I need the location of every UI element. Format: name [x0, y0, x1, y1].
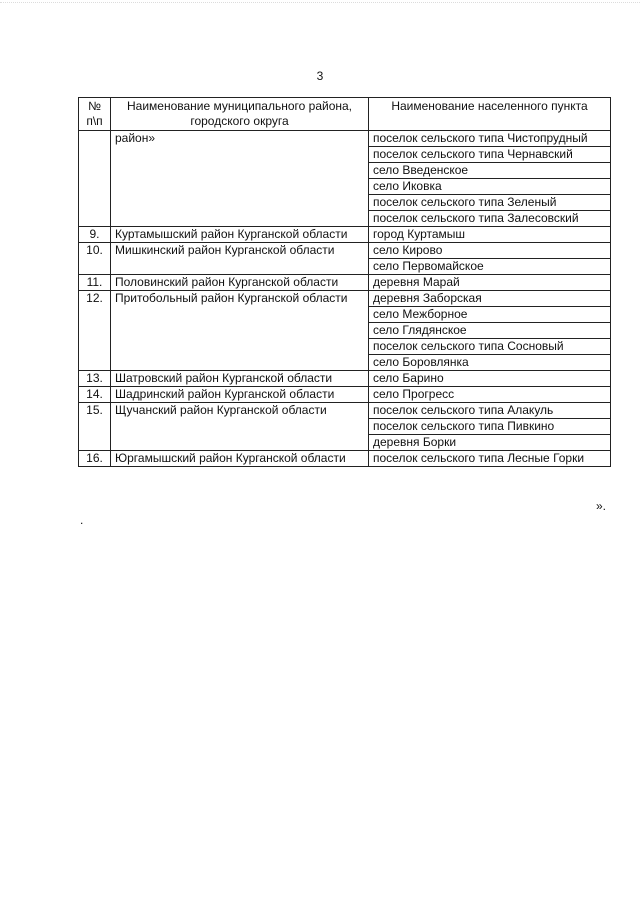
- row-number: 9.: [79, 227, 111, 243]
- settlements-cell: [369, 243, 611, 275]
- settlement-item: село Кирово: [369, 243, 610, 259]
- district-name: Мишкинский район Курганской области: [111, 243, 369, 275]
- table-row: [79, 275, 611, 291]
- table-row: [79, 387, 611, 403]
- district-name: Притобольный район Курганской области: [111, 291, 369, 371]
- row-number: 11.: [79, 275, 111, 291]
- settlement-item: поселок сельского типа Зеленый: [369, 195, 610, 211]
- table-row: [79, 451, 611, 467]
- table-header-row: [79, 98, 611, 131]
- settlement-item: поселок сельского типа Чистопрудный: [369, 131, 610, 147]
- settlement-item: деревня Борки: [373, 435, 457, 449]
- settlements-table: [78, 97, 611, 467]
- stray-dot: .: [80, 513, 84, 527]
- settlements-cell: [369, 371, 611, 387]
- row-number: 16.: [79, 451, 111, 467]
- settlements-cell: [369, 387, 611, 403]
- header-district: Наименование муниципального района, городского округа: [111, 98, 369, 131]
- settlement-item: село Введенское: [369, 163, 610, 179]
- district-name: Юргамышский район Курганской области: [111, 451, 369, 467]
- settlement-item: поселок сельского типа Лесные Горки: [373, 451, 585, 465]
- settlement-item: деревня Марай: [373, 275, 460, 289]
- settlements-cell: [369, 131, 611, 227]
- district-name: Половинский район Курганской области: [111, 275, 369, 291]
- header-settlement: Наименование населенного пункта: [369, 98, 611, 131]
- table-row: [79, 131, 611, 227]
- table-body: [79, 131, 611, 467]
- settlements-cell: [369, 275, 611, 291]
- district-name: Шатровский район Курганской области: [111, 371, 369, 387]
- row-number: 13.: [79, 371, 111, 387]
- settlement-item: поселок сельского типа Алакуль: [369, 403, 610, 419]
- header-number: № п\п: [79, 98, 111, 131]
- table-row: [79, 227, 611, 243]
- settlements-cell: [369, 291, 611, 371]
- district-name: Щучанский район Курганской области: [111, 403, 369, 451]
- settlement-item: город Куртамыш: [373, 227, 466, 241]
- row-number: 12.: [79, 291, 111, 371]
- settlements-cell: [369, 451, 611, 467]
- settlement-item: село Межборное: [369, 307, 610, 323]
- settlement-item: поселок сельского типа Чернавский: [369, 147, 610, 163]
- district-name: район»: [111, 131, 369, 227]
- settlement-item: село Барино: [373, 371, 444, 385]
- settlement-item: село Глядянское: [369, 323, 610, 339]
- district-name: Шадринский район Курганской области: [111, 387, 369, 403]
- page-number: 3: [316, 69, 324, 83]
- row-number: 15.: [79, 403, 111, 451]
- scan-top-edge-noise: [0, 2, 640, 9]
- settlements-cell: [369, 227, 611, 243]
- settlement-item: село Иковка: [369, 179, 610, 195]
- table-row: [79, 403, 611, 451]
- settlement-item: поселок сельского типа Пивкино: [369, 419, 610, 435]
- table-row: [79, 243, 611, 275]
- settlement-item: поселок сельского типа Сосновый: [369, 339, 610, 355]
- settlement-item: поселок сельского типа Залесовский: [373, 211, 579, 225]
- settlement-item: село Первомайское: [373, 259, 484, 273]
- closing-quote: ».: [596, 499, 607, 513]
- settlements-cell: [369, 403, 611, 451]
- table-row: [79, 371, 611, 387]
- settlement-item: село Прогресс: [373, 387, 455, 401]
- table-row: [79, 291, 611, 371]
- settlement-item: село Боровлянка: [373, 355, 469, 369]
- settlement-item: деревня Заборская: [369, 291, 610, 307]
- row-number: 14.: [79, 387, 111, 403]
- row-number: 10.: [79, 243, 111, 275]
- row-number: [79, 131, 111, 227]
- district-name: Куртамышский район Курганской области: [111, 227, 369, 243]
